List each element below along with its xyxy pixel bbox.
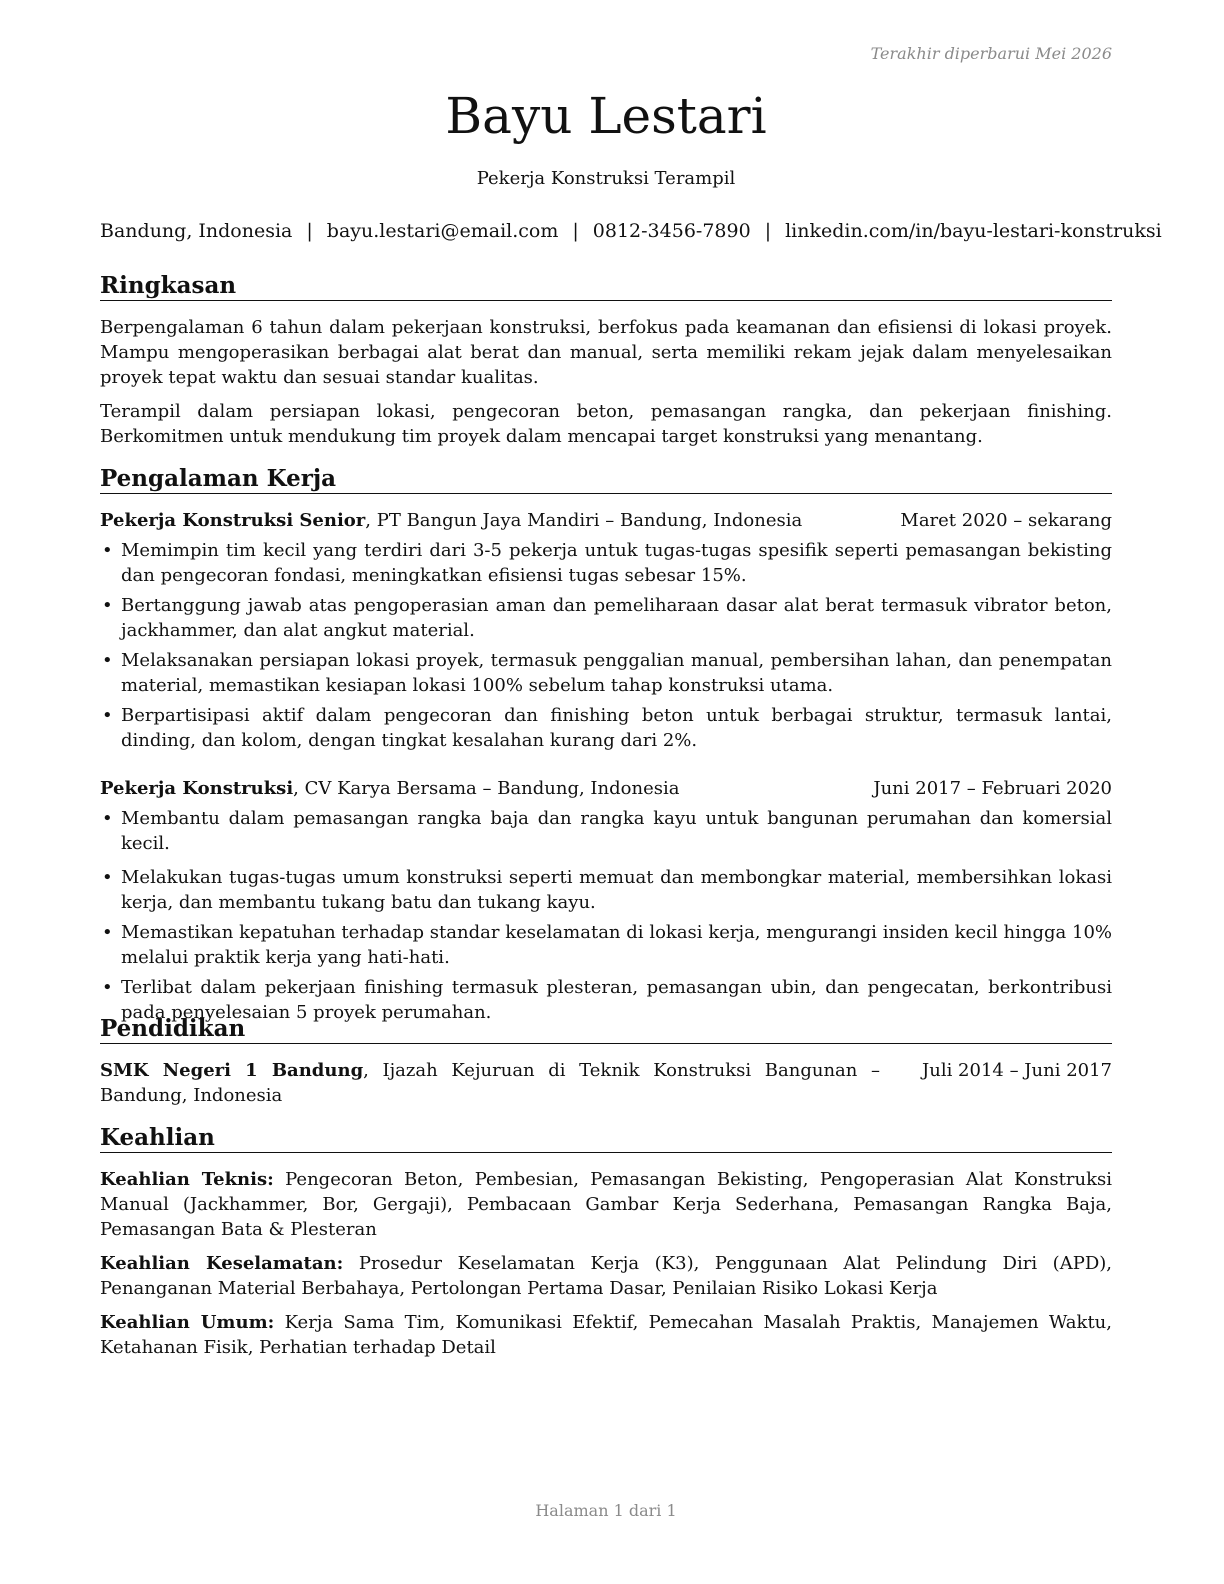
school-name: SMK Negeri 1 Bandung bbox=[100, 1060, 364, 1081]
skill-text: Prosedur Keselamatan Kerja (K3), Penggunaan Alat Pelindung Diri (APD), Penanganan Material Berbahaya, Pertolongan Pertama Dasar, Penilaian Risiko Lokasi Kerja bbox=[100, 1253, 1112, 1299]
job-dates: Juni 2017 – Februari 2020 bbox=[873, 778, 1112, 799]
list-item: • Terlibat dalam pekerjaan finishing termasuk plesteran, pemasangan ubin, dan pengecatan, berkontribusi pada penyelesaian 5 proyek perumahan. bbox=[102, 977, 1112, 1023]
list-item: • Memastikan kepatuhan terhadap standar keselamatan di lokasi kerja, mengurangi insiden kecil hingga 10% melalui praktik kerja yang hati-hati. bbox=[102, 922, 1112, 968]
skill-text: Kerja Sama Tim, Komunikasi Efektif, Pemecahan Masalah Praktis, Manajemen Waktu, Ketahanan Fisik, Perhatian terhadap Detail bbox=[100, 1312, 1112, 1358]
job-company: , CV Karya Bersama – Bandung, Indonesia bbox=[293, 778, 680, 799]
job-position: Pekerja Konstruksi Senior bbox=[100, 510, 366, 531]
list-item: • Memimpin tim kecil yang terdiri dari 3-5 pekerja untuk tugas-tugas spesifik seperti pemasangan bekisting dan pengecoran fondasi, meningkatkan efisiensi tugas sebesar 15%. bbox=[102, 540, 1112, 586]
skill-text: Pengecoran Beton, Pembesian, Pemasangan Bekisting, Pengoperasian Alat Konstruksi Manual (Jackhammer, Bor, Gergaji), Pembacaan Gambar Kerja Sederhana, Pemasangan Rangka Baja, Pemasangan Bata & Plesteran bbox=[100, 1169, 1112, 1240]
job-bullets bbox=[100, 806, 1112, 1030]
skill-label: Keahlian Keselamatan: bbox=[100, 1253, 344, 1274]
section-title-summary: Ringkasan bbox=[100, 272, 1112, 301]
list-item: • Melakukan tugas-tugas umum konstruksi seperti memuat dan membongkar material, membersihkan lokasi kerja, dan membantu tukang batu dan tukang kayu. bbox=[102, 867, 1112, 913]
contact-phone: 0812-3456-7890 bbox=[592, 220, 751, 242]
page-number: Halaman 1 dari 1 bbox=[535, 1501, 677, 1520]
list-item: • Berpartisipasi aktif dalam pengecoran dan finishing beton untuk berbagai struktur, termasuk lantai, dinding, dan kolom, dengan tingkat kesalahan kurang dari 2%. bbox=[102, 705, 1112, 751]
last-updated: Terakhir diperbarui Mei 2026 bbox=[870, 44, 1112, 63]
job-bullets bbox=[100, 538, 1112, 758]
skill-label: Keahlian Umum: bbox=[100, 1312, 275, 1333]
education-entry bbox=[100, 1058, 1112, 1108]
job-heading bbox=[100, 508, 1112, 533]
job-dates: Maret 2020 – sekarang bbox=[900, 510, 1112, 531]
job-company: , PT Bangun Jaya Mandiri – Bandung, Indonesia bbox=[365, 510, 803, 531]
contact-linkedin[interactable]: linkedin.com/in/bayu-lestari-konstruksi bbox=[785, 220, 1162, 242]
list-item: • Bertanggung jawab atas pengoperasian aman dan pemeliharaan dasar alat berat termasuk vibrator beton, jackhammer, dan alat angkut material. bbox=[102, 595, 1112, 641]
skill-group bbox=[100, 1310, 1112, 1360]
contact-separator: | bbox=[306, 220, 313, 242]
skill-group bbox=[100, 1251, 1112, 1301]
contact-email[interactable]: bayu.lestari@email.com bbox=[326, 220, 559, 242]
section-title-skills: Keahlian bbox=[100, 1124, 1112, 1153]
education-dates: Juli 2014 – Juni 2017 bbox=[922, 1060, 1112, 1081]
list-item: • Melaksanakan persiapan lokasi proyek, termasuk penggalian manual, pembersihan lahan, dan penempatan material, memastikan kesiapan lokasi 100% sebelum tahap konstruksi utama. bbox=[102, 650, 1112, 696]
job-position: Pekerja Konstruksi bbox=[100, 778, 294, 799]
section-title-education: Pendidikan bbox=[100, 1015, 1112, 1044]
job-heading bbox=[100, 776, 1112, 801]
summary-paragraph: Terampil dalam persiapan lokasi, pengecoran beton, pemasangan rangka, dan pekerjaan finishing. Berkomitmen untuk mendukung tim proyek dalam mencapai target konstruksi yang menantang. bbox=[100, 401, 1112, 447]
contact-separator: | bbox=[572, 220, 579, 242]
contact-line bbox=[100, 218, 1162, 244]
candidate-name: Bayu Lestari bbox=[445, 87, 767, 145]
contact-separator: | bbox=[764, 220, 772, 242]
school-detail: , Ijazah Kejuruan di Teknik Konstruksi Bangunan – Bandung, Indonesia bbox=[100, 1060, 880, 1106]
candidate-role: Pekerja Konstruksi Terampil bbox=[476, 168, 736, 189]
skill-group bbox=[100, 1167, 1112, 1242]
contact-location: Bandung, Indonesia bbox=[100, 220, 293, 242]
section-title-experience: Pengalaman Kerja bbox=[100, 465, 1112, 494]
list-item: • Membantu dalam pemasangan rangka baja dan rangka kayu untuk bangunan perumahan dan komersial kecil. bbox=[102, 808, 1112, 854]
summary-paragraph: Berpengalaman 6 tahun dalam pekerjaan konstruksi, berfokus pada keamanan dan efisiensi di lokasi proyek. Mampu mengoperasikan berbagai alat berat dan manual, serta memiliki rekam jejak dalam menyelesaikan proyek tepat waktu dan sesuai standar kualitas. bbox=[100, 317, 1112, 388]
skill-label: Keahlian Teknis: bbox=[100, 1169, 274, 1190]
